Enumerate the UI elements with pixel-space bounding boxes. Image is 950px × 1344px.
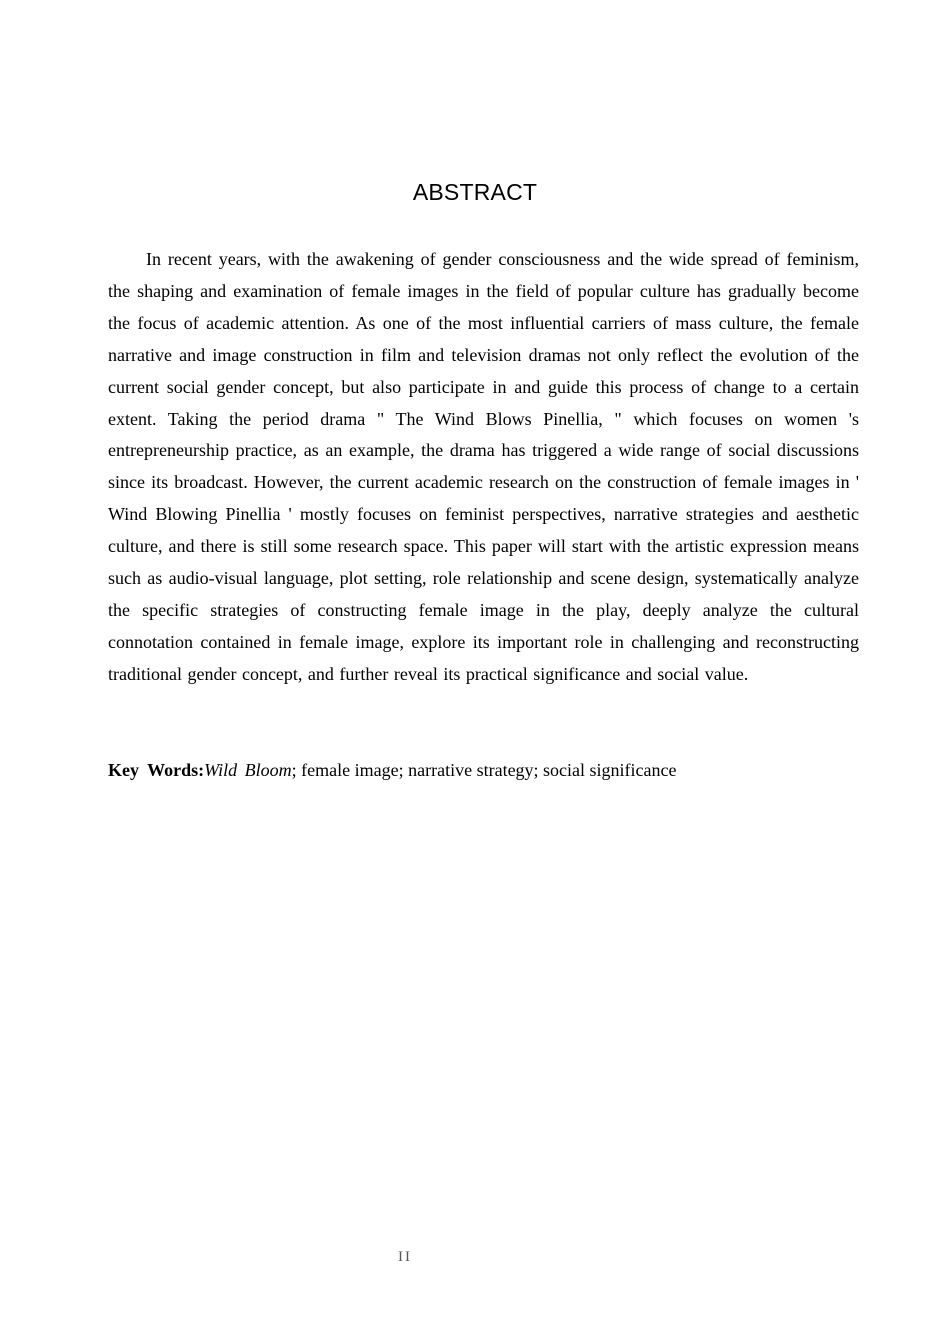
keywords-line (108, 755, 859, 787)
abstract-body-paragraph: In recent years, with the awakening of gender consciousness and the wide spread of feminism, the shaping and examination of female images in the field of popular culture has gradually become the focus of academic attention. As one of the most influential carriers of mass culture, the female narrative and image construction in film and television dramas not only reflect the evolution of the current social gender concept, but also participate in and guide this process of change to a certain extent. Taking the period drama " The Wind Blows Pinellia, " which focuses on women 's entrepreneurship practice, as an example, the drama has triggered a wide range of social discussions since its broadcast. However, the current academic research on the construction of female images in ' Wind Blowing Pinellia ' mostly focuses on feminist perspectives, narrative strategies and aesthetic culture, and there is still some research space. This paper will start with the artistic expression means such as audio-visual language, plot setting, role relationship and scene design, systematically analyze the specific strategies of constructing female image in the play, deeply analyze the cultural connotation contained in female image, explore its important role in challenging and reconstructing traditional gender concept, and further reveal its practical significance and social value. (108, 249, 859, 684)
keywords-rest: ; female image; narrative strategy; social significance (291, 760, 677, 780)
keywords-label: Key Words: (108, 760, 205, 780)
keyword-italic-term: Wild Bloom (204, 760, 292, 780)
abstract-heading: ABSTRACT (412, 179, 538, 205)
page-number: II (398, 1249, 412, 1265)
